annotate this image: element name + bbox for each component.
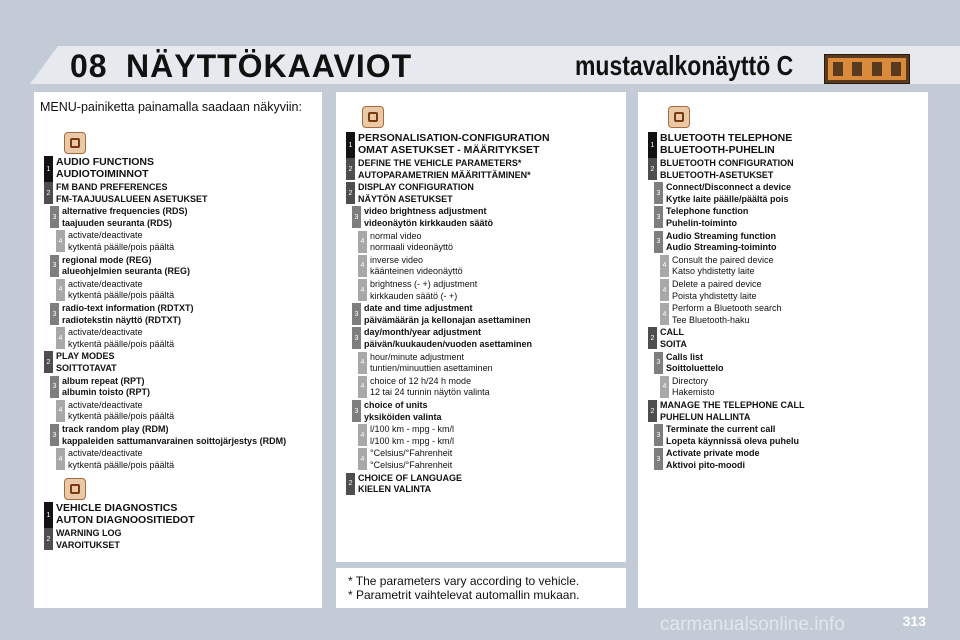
menu-item-album-repeat-rpt	[50, 376, 150, 399]
panel-audio-diagnostics	[34, 92, 322, 608]
item-label-en: BLUETOOTH CONFIGURATION	[660, 158, 794, 168]
item-label-en: alternative frequencies (RDS)	[62, 206, 188, 217]
level-3-badge: 3	[654, 182, 663, 204]
item-label-en: Directory	[672, 375, 709, 386]
menu-item-call	[648, 327, 687, 350]
item-label-en: brightness (- +) adjustment	[370, 279, 478, 289]
item-label-fi: kirkkauden säätö (- +)	[370, 290, 458, 301]
item-label-fi: Tee Bluetooth-haku	[672, 314, 750, 325]
item-label-fi: yksiköiden valinta	[364, 411, 442, 422]
menu-item-track-random-play-rdm	[50, 424, 286, 447]
item-label-en: video brightness adjustment	[364, 206, 487, 217]
display-type-title: mustavalkonäyttö C	[575, 50, 794, 81]
item-label-fi: AUDIOTOIMINNOT	[56, 168, 149, 180]
menu-item-manage-the-telephone-call	[648, 400, 805, 423]
item-label-en: CHOICE OF LANGUAGE	[358, 472, 463, 483]
level-1-badge: 1	[44, 156, 53, 182]
menu-item-audio-functions	[44, 156, 154, 182]
level-3-badge: 3	[352, 303, 361, 325]
item-label-fi: l/100 km - mpg - km/l	[370, 435, 455, 446]
item-label-en: track random play (RDM)	[62, 424, 169, 434]
item-label-fi: AUTON DIAGNOOSITIEDOT	[56, 514, 195, 526]
level-4-badge: 4	[56, 327, 65, 349]
item-label-fi: päivämäärän ja kellonajan asettaminen	[364, 314, 531, 325]
page-number: 313	[902, 613, 926, 629]
item-label-en: AUDIO FUNCTIONS	[56, 156, 154, 168]
item-label-en: Activate private mode	[666, 448, 760, 459]
level-4-badge: 4	[660, 255, 669, 277]
item-label-en: PERSONALISATION-CONFIGURATION	[358, 132, 550, 144]
level-4-badge: 4	[358, 279, 367, 301]
menu-item-activate-deactivate	[56, 327, 174, 350]
level-1-badge: 1	[44, 502, 53, 528]
item-label-en: VEHICLE DIAGNOSTICS	[56, 502, 178, 514]
chapter-number: 08	[70, 48, 108, 84]
item-label-fi: AUTOPARAMETRIEN MÄÄRITTÄMINEN*	[358, 169, 531, 180]
item-label-fi: VAROITUKSET	[56, 539, 120, 550]
menu-item-consult-the-paired-device	[660, 255, 774, 278]
item-label-en: Consult the paired device	[672, 254, 774, 265]
item-label-fi: SOITTOTAVAT	[56, 362, 117, 373]
item-label-fi: kytkentä päälle/pois päältä	[68, 290, 175, 301]
menu-item-directory	[660, 376, 715, 399]
item-label-fi: kytkentä päälle/pois päältä	[68, 459, 175, 470]
level-4-badge: 4	[660, 376, 669, 398]
menu-item-radio-text-information-rdtxt	[50, 303, 194, 326]
item-label-en: regional mode (REG)	[62, 254, 152, 265]
level-1-badge: 1	[648, 132, 657, 158]
menu-item-choice-of-language	[346, 473, 462, 496]
item-label-en: hour/minute adjustment	[370, 351, 465, 362]
menu-item-activate-deactivate	[56, 448, 174, 471]
item-label-fi: päivän/kuukauden/vuoden asettaminen	[364, 338, 533, 349]
item-label-en: Delete a paired device	[672, 279, 762, 289]
item-label-en: MANAGE THE TELEPHONE CALL	[660, 400, 805, 410]
item-label-en: l/100 km - mpg - km/l	[370, 424, 455, 435]
item-label-fi: alueohjelmien seuranta (REG)	[62, 266, 191, 277]
audio-icon	[64, 132, 86, 154]
level-1-badge: 1	[346, 132, 355, 158]
item-label-fi: Katso yhdistetty laite	[672, 266, 755, 277]
item-label-fi: SOITA	[660, 338, 687, 349]
item-label-en: DISPLAY CONFIGURATION	[358, 182, 474, 193]
footnote-fi: * Parametrit vaihtelevat automallin mukaan.	[348, 588, 580, 602]
level-4-badge: 4	[56, 279, 65, 301]
menu-item-warning-log	[44, 528, 122, 551]
item-label-fi: Audio Streaming-toiminto	[666, 242, 777, 253]
item-label-en: Perform a Bluetooth search	[672, 303, 782, 314]
menu-item-vehicle-diagnostics	[44, 502, 195, 528]
panel-bluetooth	[638, 92, 928, 608]
item-label-en: day/month/year adjustment	[364, 327, 482, 338]
item-label-fi: taajuuden seuranta (RDS)	[62, 217, 173, 228]
level-4-badge: 4	[358, 352, 367, 374]
menu-item-video-brightness-adjustment	[352, 206, 493, 229]
item-label-en: inverse video	[370, 254, 424, 265]
menu-item-activate-deactivate	[56, 279, 174, 302]
menu-item-normal-video	[358, 231, 453, 254]
item-label-fi: BLUETOOTH-PUHELIN	[660, 144, 775, 156]
item-label-fi: Aktivoi pito-moodi	[666, 459, 745, 470]
level-3-badge: 3	[50, 206, 59, 228]
item-label-en: activate/deactivate	[68, 448, 143, 459]
item-label-en: Calls list	[666, 351, 704, 362]
menu-item-audio-streaming-function	[654, 231, 777, 254]
level-4-badge: 4	[358, 424, 367, 446]
level-3-badge: 3	[50, 303, 59, 325]
item-label-fi: Poista yhdistetty laite	[672, 290, 757, 301]
item-label-fi: Soittoluettelo	[666, 363, 724, 374]
footnotes	[348, 574, 579, 602]
item-label-en: Audio Streaming function	[666, 230, 776, 241]
intro-text: MENU-painiketta painamalla saadaan näkyviin:	[40, 100, 302, 114]
watermark: carmanualsonline.info	[660, 614, 845, 635]
menu-item-connect-disconnect-a-device	[654, 182, 791, 205]
item-label-fi: radiotekstin näyttö (RDTXT)	[62, 314, 182, 325]
level-2-badge: 2	[346, 473, 355, 495]
notes-panel	[336, 568, 626, 608]
menu-item-fm-band-preferences	[44, 182, 208, 205]
item-label-en: °Celsius/°Fahrenheit	[370, 448, 453, 459]
item-label-en: normal video	[370, 230, 422, 241]
chapter-title: NÄYTTÖKAAVIOT	[126, 48, 413, 84]
menu-item-l-100-km-mpg-km-l	[358, 424, 454, 447]
level-3-badge: 3	[654, 448, 663, 470]
level-4-badge: 4	[660, 279, 669, 301]
menu-item-define-the-vehicle-parameters	[346, 158, 531, 181]
level-3-badge: 3	[654, 206, 663, 228]
level-3-badge: 3	[50, 255, 59, 277]
level-3-badge: 3	[50, 376, 59, 398]
menu-item-celsius-fahrenheit	[358, 448, 452, 471]
level-3-badge: 3	[352, 400, 361, 422]
item-label-en: DEFINE THE VEHICLE PARAMETERS*	[358, 158, 522, 168]
item-label-fi: käänteinen videonäyttö	[370, 266, 463, 277]
menu-item-bluetooth-telephone	[648, 132, 792, 158]
phone-icon	[668, 106, 690, 128]
item-label-fi: OMAT ASETUKSET - MÄÄRITYKSET	[358, 144, 540, 156]
item-label-en: activate/deactivate	[68, 278, 143, 289]
item-label-fi: kytkentä päälle/pois päältä	[68, 241, 175, 252]
menu-item-activate-deactivate	[56, 230, 174, 253]
panel-personalisation	[336, 92, 626, 562]
level-2-badge: 2	[44, 351, 53, 373]
item-label-fi: videonäytön kirkkauden säätö	[364, 217, 494, 228]
item-label-en: album repeat (RPT)	[62, 375, 145, 386]
level-2-badge: 2	[648, 327, 657, 349]
level-4-badge: 4	[660, 303, 669, 325]
level-4-badge: 4	[358, 231, 367, 253]
item-label-fi: kytkentä päälle/pois päältä	[68, 338, 175, 349]
level-3-badge: 3	[654, 352, 663, 374]
menu-item-telephone-function	[654, 206, 748, 229]
menu-item-brightness-adjustment	[358, 279, 477, 302]
level-4-badge: 4	[358, 448, 367, 470]
item-label-fi: normaali videonäyttö	[370, 242, 454, 253]
menu-item-calls-list	[654, 352, 724, 375]
level-3-badge: 3	[654, 231, 663, 253]
item-label-fi: °Celsius/°Fahrenheit	[370, 459, 453, 470]
item-label-en: BLUETOOTH TELEPHONE	[660, 132, 793, 144]
level-4-badge: 4	[56, 448, 65, 470]
menu-item-display-configuration	[346, 182, 474, 205]
item-label-fi: NÄYTÖN ASETUKSET	[358, 193, 453, 204]
display-screen-icon	[824, 54, 910, 84]
menu-item-alternative-frequencies-rds	[50, 206, 188, 229]
item-label-en: FM BAND PREFERENCES	[56, 182, 168, 192]
item-label-en: activate/deactivate	[68, 399, 143, 410]
settings-icon	[362, 106, 384, 128]
menu-item-play-modes	[44, 351, 117, 374]
level-2-badge: 2	[44, 182, 53, 204]
item-label-fi: tuntien/minuuttien asettaminen	[370, 363, 493, 374]
level-2-badge: 2	[648, 158, 657, 180]
level-3-badge: 3	[654, 424, 663, 446]
level-4-badge: 4	[56, 400, 65, 422]
item-label-en: WARNING LOG	[56, 528, 122, 538]
menu-item-perform-a-bluetooth-search	[660, 303, 782, 326]
menu-item-choice-of-units	[352, 400, 442, 423]
menu-item-activate-private-mode	[654, 448, 760, 471]
item-label-en: radio-text information (RDTXT)	[62, 303, 194, 313]
item-label-fi: FM-TAAJUUSALUEEN ASETUKSET	[56, 193, 208, 204]
item-label-fi: Hakemisto	[672, 387, 715, 398]
menu-item-terminate-the-current-call	[654, 424, 799, 447]
item-label-fi: KIELEN VALINTA	[358, 484, 432, 495]
item-label-en: choice of units	[364, 400, 428, 410]
level-4-badge: 4	[56, 230, 65, 252]
menu-item-regional-mode-reg	[50, 255, 190, 278]
menu-item-date-and-time-adjustment	[352, 303, 531, 326]
menu-item-bluetooth-configuration	[648, 158, 794, 181]
item-label-en: Connect/Disconnect a device	[666, 182, 792, 193]
menu-item-delete-a-paired-device	[660, 279, 762, 302]
menu-item-hour-minute-adjustment	[358, 352, 493, 375]
item-label-fi: 12 tai 24 tunnin näytön valinta	[370, 387, 490, 398]
level-2-badge: 2	[346, 182, 355, 204]
item-label-en: Terminate the current call	[666, 424, 776, 435]
level-2-badge: 2	[44, 528, 53, 550]
item-label-fi: PUHELUN HALLINTA	[660, 411, 751, 422]
menu-item-day-month-year-adjustment	[352, 327, 532, 350]
item-label-en: Telephone function	[666, 206, 749, 217]
page-header	[0, 0, 960, 90]
level-2-badge: 2	[648, 400, 657, 422]
menu-item-choice-of-12-h-24-h-mode	[358, 376, 490, 399]
item-label-en: CALL	[660, 327, 684, 338]
level-4-badge: 4	[358, 255, 367, 277]
footnote-en: * The parameters vary according to vehicle.	[348, 574, 580, 588]
menu-item-personalisation-configuration	[346, 132, 550, 158]
item-label-fi: Kytke laite päälle/päältä pois	[666, 193, 789, 204]
level-4-badge: 4	[358, 376, 367, 398]
item-label-fi: BLUETOOTH-ASETUKSET	[660, 169, 774, 180]
item-label-fi: kappaleiden sattumanvarainen soittojärjestys (RDM)	[62, 435, 287, 446]
item-label-fi: Puhelin-toiminto	[666, 217, 737, 228]
level-3-badge: 3	[352, 327, 361, 349]
item-label-en: choice of 12 h/24 h mode	[370, 375, 472, 386]
menu-item-inverse-video	[358, 255, 463, 278]
level-3-badge: 3	[352, 206, 361, 228]
level-3-badge: 3	[50, 424, 59, 446]
item-label-en: activate/deactivate	[68, 327, 143, 338]
item-label-fi: Lopeta käynnissä oleva puhelu	[666, 435, 800, 446]
menu-item-activate-deactivate	[56, 400, 174, 423]
item-label-fi: albumin toisto (RPT)	[62, 387, 150, 398]
item-label-fi: kytkentä päälle/pois päältä	[68, 411, 175, 422]
item-label-en: date and time adjustment	[364, 303, 473, 314]
item-label-en: PLAY MODES	[56, 351, 115, 362]
diagnostics-icon	[64, 478, 86, 500]
item-label-en: activate/deactivate	[68, 230, 143, 241]
level-2-badge: 2	[346, 158, 355, 180]
